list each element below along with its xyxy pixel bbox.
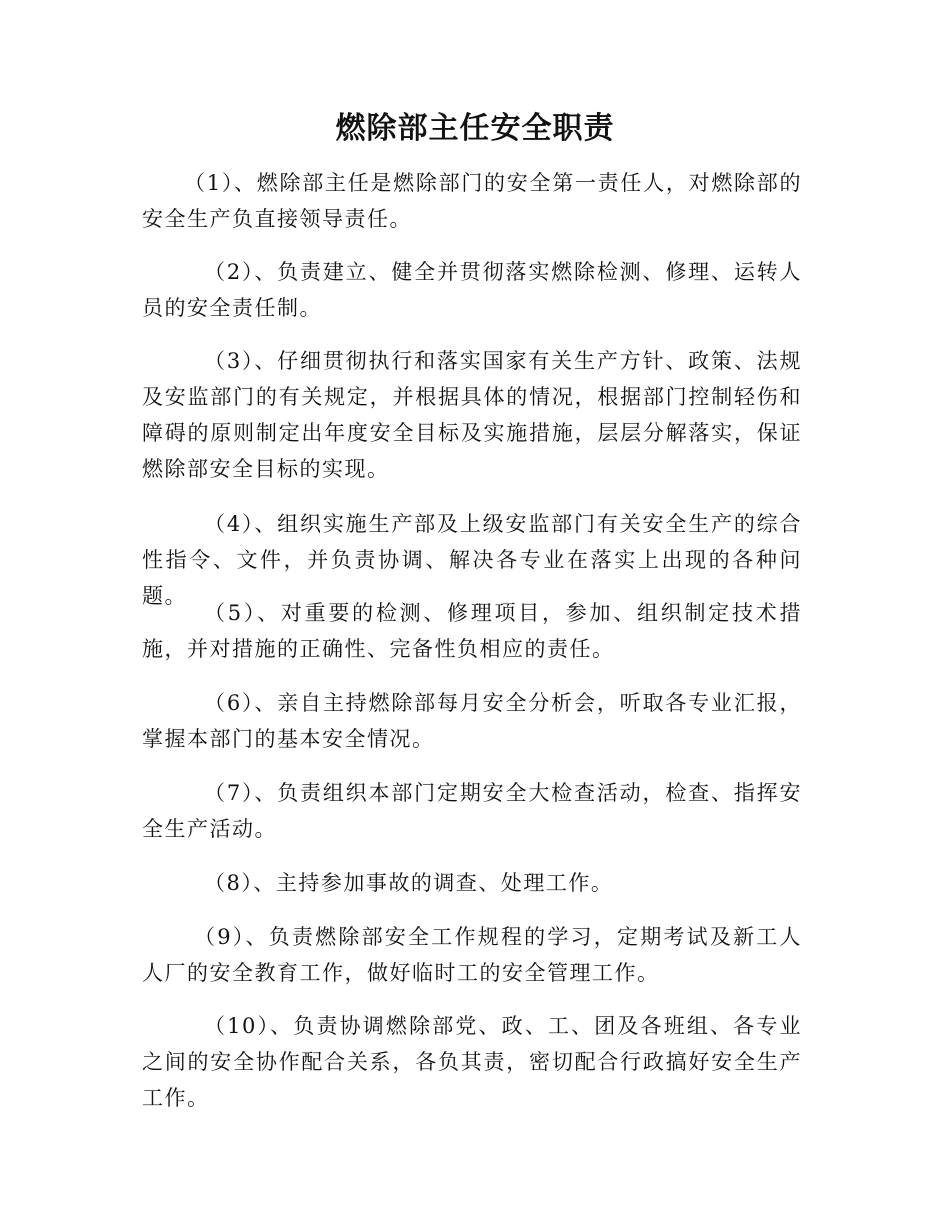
paragraph-2: （2）、负责建立、健全并贯彻落实燃除检测、修理、运转人员的安全责任制。	[142, 260, 802, 320]
paragraph-6: （6）、亲自主持燃除部每月安全分析会，听取各专业汇报，掌握本部门的基本安全情况。	[142, 691, 802, 751]
paragraph-8: （8）、主持参加事故的调查、处理工作。	[204, 871, 614, 895]
paragraph-3: （3）、仔细贯彻执行和落实国家有关生产方针、政策、法规及安监部门的有关规定，并根据具体的情况，根据部门控制轻伤和障碍的原则制定出年度安全目标及实施措施，层层分解落实，保证燃除部安全目标的实现。	[142, 349, 802, 481]
document-title: 燃除部主任安全职责	[335, 111, 615, 146]
paragraph-9: （9）、负责燃除部安全工作规程的学习，定期考试及新工人人厂的安全教育工作，做好临时工的安全管理工作。	[142, 925, 802, 985]
paragraph-4: （4）、组织实施生产部及上级安监部门有关安全生产的综合性指令、文件，并负责协调、解决各专业在落实上出现的各种问题。	[142, 512, 802, 608]
paragraph-10: （10）、负责协调燃除部党、政、工、团及各班组、各专业之间的安全协作配合关系，各负其责，密切配合行政搞好安全生产工作。	[142, 1014, 802, 1110]
paragraph-5: （5）、对重要的检测、修理项目，参加、组织制定技术措施，并对措施的正确性、完备性负相应的责任。	[142, 601, 802, 661]
paragraph-7: （7）、负责组织本部门定期安全大检查活动，检查、指挥安全生产活动。	[142, 781, 802, 841]
paragraph-1: （1）、燃除部主任是燃除部门的安全第一责任人，对燃除部的安全生产负直接领导责任。	[142, 171, 802, 231]
